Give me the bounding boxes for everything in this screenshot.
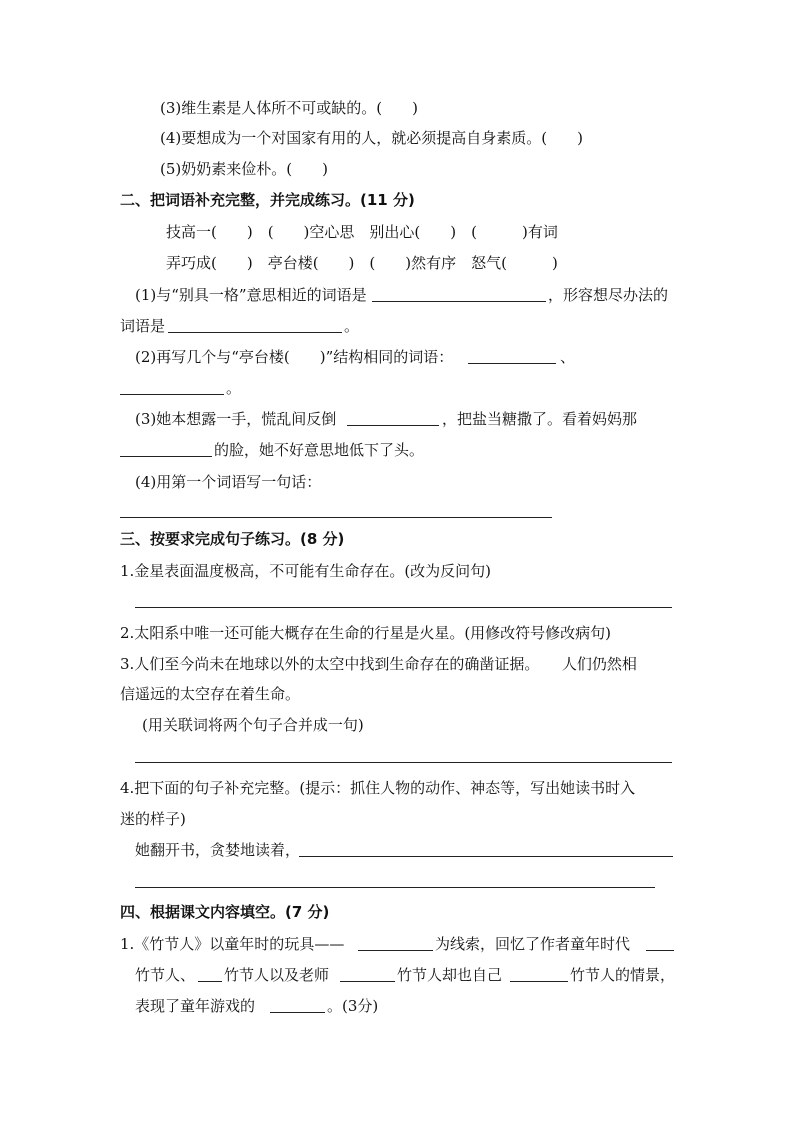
- sentence-4-prompt: 她翻开书，贪婪地读着，: [135, 841, 301, 859]
- answer-blank[interactable]: [340, 981, 395, 982]
- fill-1-text-line2c: 竹节人却也自己: [397, 966, 503, 984]
- question-1-text-line2: 词语是: [120, 317, 166, 335]
- answer-blank[interactable]: [646, 950, 674, 951]
- answer-line[interactable]: [135, 607, 672, 608]
- fill-1-text: 1.《竹节人》以童年时的玩具——: [120, 935, 345, 953]
- answer-blank[interactable]: [120, 456, 212, 457]
- question-3-text-cont: ，把盐当糖撒了。看着妈妈那: [442, 410, 638, 428]
- sentence-4-cont: 迷的样子): [120, 810, 186, 828]
- answer-line[interactable]: [135, 762, 672, 763]
- fill-1-text-line2b: 竹节人以及老师: [224, 966, 330, 984]
- question-2-end: 。: [226, 379, 242, 397]
- word-row-2: 弄巧成( ) 亭台楼( ) ( )然有序 怒气( ): [166, 254, 558, 272]
- question-4-text: (4)用第一个词语写一句话：: [135, 473, 322, 491]
- answer-blank[interactable]: [198, 981, 222, 982]
- sentence-3-cont: 信遥远的太空存在着生命。: [120, 685, 301, 703]
- fill-1-text-line2: 竹节人、: [135, 966, 196, 984]
- question-1-text: (1)与“别具一格”意思相近的词语是: [135, 286, 367, 304]
- answer-line[interactable]: [299, 856, 673, 857]
- answer-line[interactable]: [120, 517, 552, 518]
- question-1-end: 。: [344, 317, 360, 335]
- item-3: (3)维生素是人体所不可或缺的。( ): [160, 99, 418, 117]
- answer-blank[interactable]: [120, 394, 224, 395]
- item-4: (4)要想成为一个对国家有用的人，就必须提高自身素质。( ): [160, 129, 583, 147]
- question-2-text: (2)再写几个与“亭台楼( )”结构相同的词语：: [135, 348, 454, 366]
- sentence-4: 4.把下面的句子补充完整。(提示：抓住人物的动作、神态等，写出她读书时入: [120, 779, 636, 797]
- answer-blank[interactable]: [468, 363, 556, 364]
- question-2-separator: 、: [560, 348, 576, 366]
- answer-blank[interactable]: [168, 332, 342, 333]
- sentence-1: 1.金星表面温度极高，不可能有生命存在。(改为反问句): [120, 562, 492, 580]
- answer-blank[interactable]: [270, 1012, 325, 1013]
- item-5: (5)奶奶素来俭朴。( ): [160, 160, 328, 178]
- fill-1-points: 。(3分): [327, 997, 379, 1015]
- answer-line[interactable]: [135, 887, 655, 888]
- answer-blank[interactable]: [347, 425, 439, 426]
- sentence-2: 2.太阳系中唯一还可能大概存在生命的行星是火星。(用修改符号修改病句): [120, 624, 612, 642]
- question-3-text-line2: 的脸，她不好意思地低下了头。: [214, 441, 425, 459]
- section-4-heading: 四、根据课文内容填空。(7 分): [120, 903, 330, 921]
- answer-blank[interactable]: [372, 301, 546, 302]
- answer-blank[interactable]: [358, 950, 433, 951]
- section-3-heading: 三、按要求完成句子练习。(8 分): [120, 530, 345, 548]
- fill-1-text-line3: 表现了童年游戏的: [135, 997, 256, 1015]
- word-row-1: 技高一( ) ( )空心思 别出心( ) ( )有词: [166, 223, 558, 241]
- fill-1-text-cont: 为线索，回忆了作者童年时代: [435, 935, 631, 953]
- section-2-heading: 二、把词语补充完整，并完成练习。(11 分): [120, 191, 415, 209]
- answer-blank[interactable]: [510, 981, 568, 982]
- question-1-text-cont: ，形容想尽办法的: [548, 286, 669, 304]
- sentence-3: 3.人们至今尚未在地球以外的太空中找到生命存在的确凿证据。 人们仍然相: [120, 655, 637, 673]
- question-3-text: (3)她本想露一手，慌乱间反倒: [135, 410, 337, 428]
- sentence-3-instruction: (用关联词将两个句子合并成一句): [142, 716, 364, 734]
- fill-1-text-line2d: 竹节人的情景，: [570, 966, 676, 984]
